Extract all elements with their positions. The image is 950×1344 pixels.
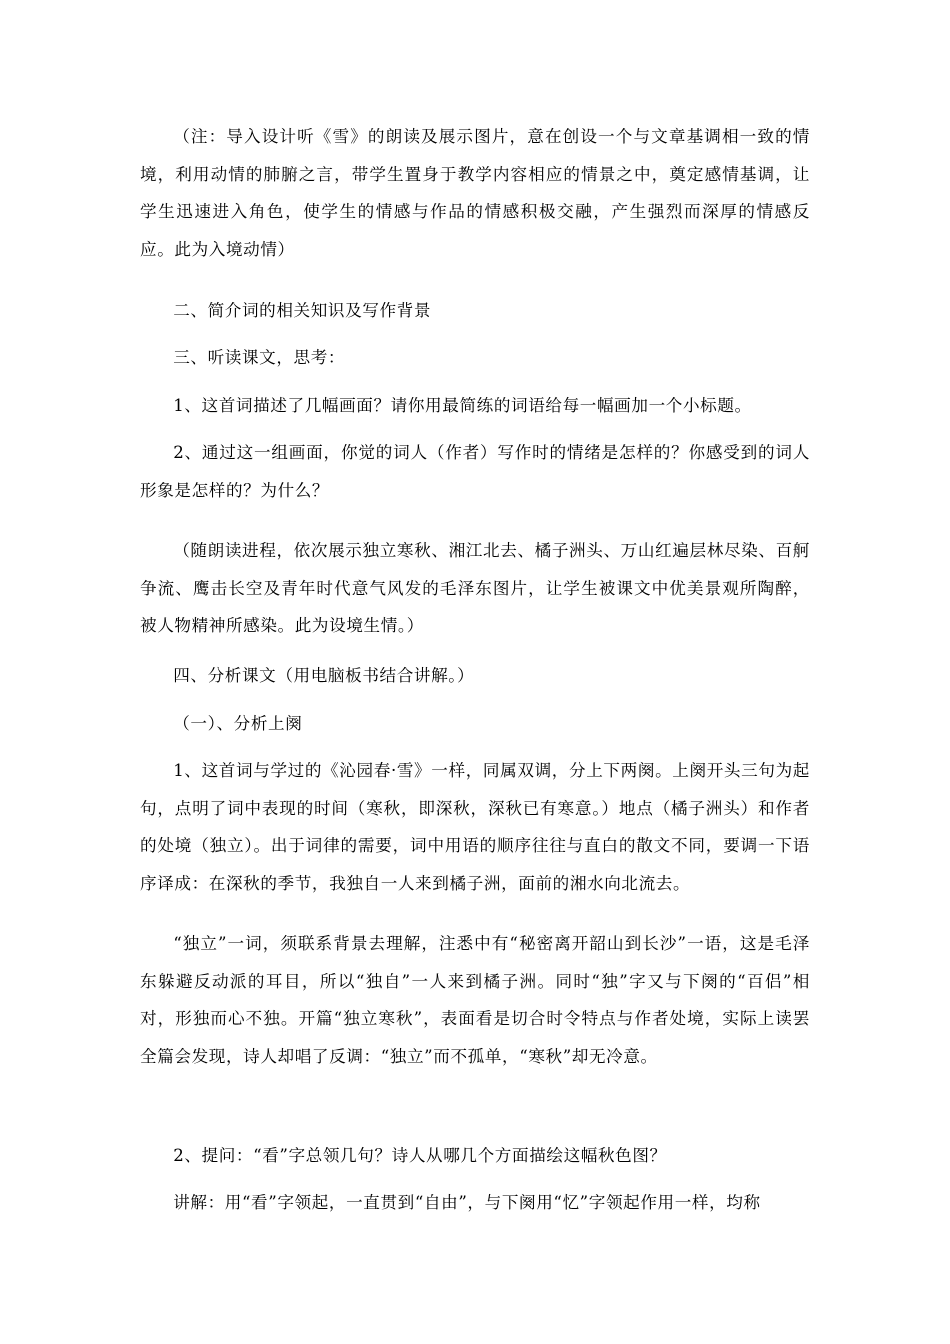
question-kan-paragraph: 2、提问：“看”字总领几句？诗人从哪几个方面描绘这幅秋色图？ — [173, 1146, 667, 1165]
note-reading-paragraph: （随朗读进程，依次展示独立寒秋、湘江北去、橘子洲头、万山红遍层林尽染、百舸争流、鹰击长空及青年时代意气风发的毛泽东图片，让学生被课文中优美景观所陶醉，被人物精神所感染。此为设境生情。） — [140, 541, 810, 635]
analysis-duli-paragraph: “独立”一词，须联系背景去理解，注悉中有“秘密离开韶山到长沙”一语，这是毛泽东躲避反动派的耳目，所以“独自”一人来到橘子洲。同时“独”字又与下阕的“百侣”相对，形独而心不独。开篇“独立寒秋”，表面看是切合时令特点与作者处境，实际上读罢全篇会发现，诗人却唱了反调：“独立”而不孤单，“寒秋”却无冷意。 — [140, 934, 810, 1066]
analysis-1-paragraph: 1、这首词与学过的《沁园春·雪》一样，同属双调，分上下两阕。上阕开头三句为起句，点明了词中表现的时间（寒秋，即深秋，深秋已有寒意。）地点（橘子洲头）和作者的处境（独立）。出于词律的需要，词中用语的顺序往往与直白的散文不同，要调一下语序译成：在深秋的季节，我独自一人来到橘子洲，面前的湘水向北流去。 — [140, 761, 810, 893]
section-4-heading: 四、分析课文（用电脑板书结合讲解。） — [173, 666, 475, 685]
section-3-heading: 三、听读课文，思考： — [173, 348, 346, 367]
subsection-1-heading: （一）、分析上阕 — [173, 714, 303, 733]
section-2-heading: 二、简介词的相关知识及写作背景 — [173, 301, 432, 320]
note-intro-paragraph: （注：导入设计听《雪》的朗读及展示图片，意在创设一个与文章基调相一致的情境，利用动情的肺腑之言，带学生置身于教学内容相应的情景之中，奠定感情基调，让学生迅速进入角色，使学生的情感与作品的情感积极交融，产生强烈而深厚的情感反应。此为入境动情） — [140, 127, 810, 259]
question-1-paragraph: 1、这首词描述了几幅画面？请你用最简练的词语给每一幅画加一个小标题。 — [173, 396, 752, 415]
question-2-paragraph: 2、通过这一组画面，你觉的词人（作者）写作时的情绪是怎样的？你感受到的词人形象是怎样的？为什么？ — [140, 443, 810, 500]
explain-kan-paragraph: 讲解：用“看”字领起，一直贯到“自由”，与下阕用“忆”字领起作用一样，均称 — [173, 1193, 761, 1212]
